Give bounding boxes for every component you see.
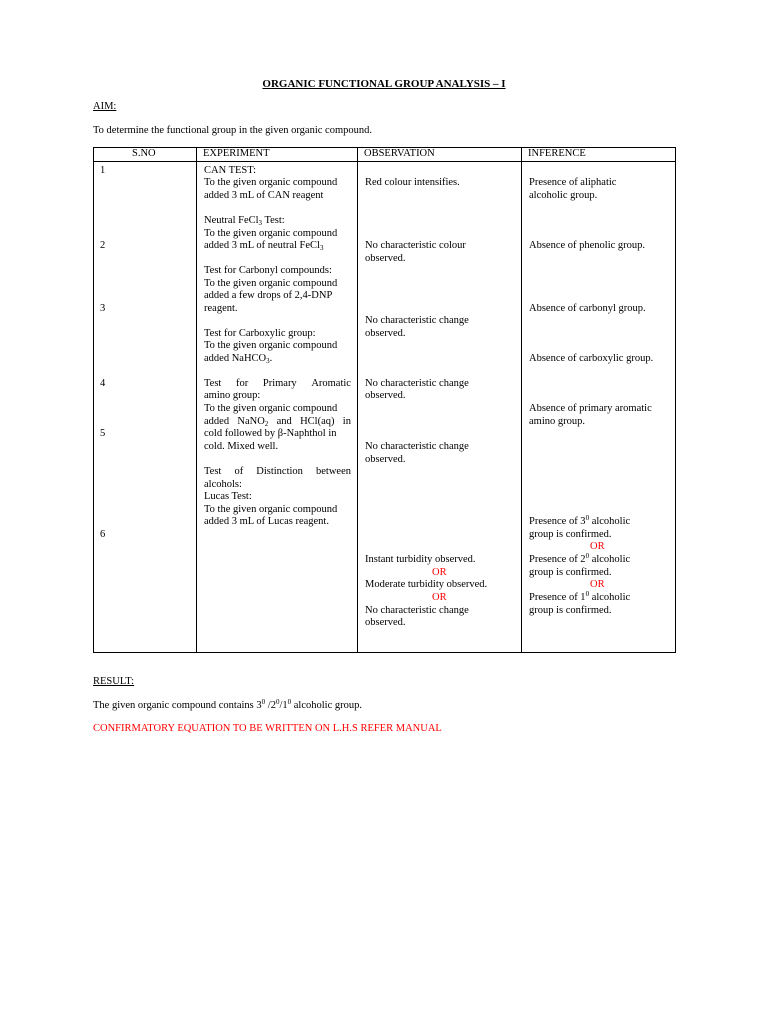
exp6-line3: To the given organic compound: [204, 504, 338, 515]
exp4-line2: added NaHCO$_3$.: [204, 353, 273, 365]
analysis-table: [93, 147, 676, 653]
obs2-line2: observed.: [365, 253, 406, 264]
inf5-line1: Absence of primary aromatic: [529, 403, 652, 414]
inf6-secondary: Presence of $2^0$ alcoholic: [529, 552, 631, 565]
sno-6: 6: [100, 529, 106, 540]
obs3-line1: No characteristic change: [365, 315, 469, 326]
result-text: The given organic compound contains $3^0$ $/2^0/1^0$ alcoholic group.: [93, 698, 362, 711]
inf2: Absence of phenolic group.: [529, 240, 646, 251]
obs4-line1: No characteristic change: [365, 378, 469, 389]
exp1-title: CAN TEST:: [204, 165, 257, 176]
inf6-tertiary: Presence of $3^0$ alcoholic: [529, 514, 631, 527]
exp5-line4: cold followed by β-Naphthol in: [204, 428, 337, 439]
exp2-line1: To the given organic compound: [204, 228, 338, 239]
inf3: Absence of carbonyl group.: [529, 303, 646, 314]
exp5-line1: amino group:: [204, 390, 261, 401]
exp5-line5: cold. Mixed well.: [204, 441, 279, 452]
inf5-line2: amino group.: [529, 416, 585, 427]
obs5-line1: No characteristic change: [365, 441, 469, 452]
obs6-instant: Instant turbidity observed.: [365, 554, 476, 565]
obs6-or-2: OR: [432, 592, 447, 603]
obs6-or-1: OR: [432, 567, 447, 578]
page-title: ORGANIC FUNCTIONAL GROUP ANALYSIS – I: [262, 78, 506, 90]
confirmatory-note: CONFIRMATORY EQUATION TO BE WRITTEN ON L.H.S REFER MANUAL: [93, 723, 442, 734]
obs1: Red colour intensifies.: [365, 177, 460, 188]
exp5-line2: To the given organic compound: [204, 403, 338, 414]
inf6-or-1: OR: [590, 541, 605, 552]
exp2-title: Neutral FeCl$_3$ Test:: [204, 215, 285, 227]
header-experiment: EXPERIMENT: [197, 148, 358, 162]
observation-cell: [358, 162, 522, 653]
table-header-row: [94, 148, 676, 162]
inf6-secondary-line2: group is confirmed.: [529, 567, 612, 578]
exp3-line1: To the given organic compound: [204, 278, 338, 289]
aim-heading: AIM:: [93, 101, 117, 112]
exp5-line3: added NaNO$_2$ and HCl(aq) in: [204, 416, 351, 428]
obs2-line1: No characteristic colour: [365, 240, 466, 251]
result-heading: RESULT:: [93, 676, 135, 687]
exp6-title: Test of Distinction between: [204, 466, 351, 477]
exp1-line1: To the given organic compound: [204, 177, 338, 188]
exp3-line3: reagent.: [204, 303, 238, 314]
sno-cell: [94, 162, 197, 653]
exp6-line2: Lucas Test:: [204, 491, 252, 502]
inference-cell: [522, 162, 676, 653]
exp3-line2: added a few drops of 2,4-DNP: [204, 290, 333, 301]
inf6-tertiary-line2: group is confirmed.: [529, 529, 612, 540]
inf6-or-2: OR: [590, 579, 605, 590]
exp4-title: Test for Carboxylic group:: [204, 328, 316, 339]
exp1-line2: added 3 mL of CAN reagent: [204, 190, 324, 201]
inf1-line1: Presence of aliphatic: [529, 177, 617, 188]
inf1-line2: alcoholic group.: [529, 190, 598, 201]
header-inference: INFERENCE: [522, 148, 676, 162]
exp5-title: Test for Primary Aromatic: [204, 378, 351, 389]
header-sno: S.NO: [94, 148, 197, 162]
obs3-line2: observed.: [365, 328, 406, 339]
obs6-none-line2: observed.: [365, 617, 406, 628]
obs5-line2: observed.: [365, 454, 406, 465]
exp3-title: Test for Carbonyl compounds:: [204, 265, 332, 276]
sno-2: 2: [100, 240, 106, 251]
table-body-row: [94, 162, 676, 653]
inf6-primary: Presence of $1^0$ alcoholic: [529, 590, 631, 603]
aim-text: To determine the functional group in the given organic compound.: [93, 125, 372, 136]
inf6-primary-line2: group is confirmed.: [529, 605, 612, 616]
header-observation: OBSERVATION: [358, 148, 522, 162]
exp2-line2: added 3 mL of neutral FeCl$_3$: [204, 240, 324, 252]
exp4-line1: To the given organic compound: [204, 340, 338, 351]
experiment-cell: [197, 162, 358, 653]
sno-5: 5: [100, 428, 106, 439]
sno-4: 4: [100, 378, 106, 389]
sno-3: 3: [100, 303, 106, 314]
exp6-line1: alcohols:: [204, 479, 242, 490]
obs6-none-line1: No characteristic change: [365, 605, 469, 616]
obs6-moderate: Moderate turbidity observed.: [365, 579, 488, 590]
inf4: Absence of carboxylic group.: [529, 353, 654, 364]
obs4-line2: observed.: [365, 390, 406, 401]
sno-1: 1: [100, 165, 106, 176]
exp6-line4: added 3 mL of Lucas reagent.: [204, 516, 329, 527]
